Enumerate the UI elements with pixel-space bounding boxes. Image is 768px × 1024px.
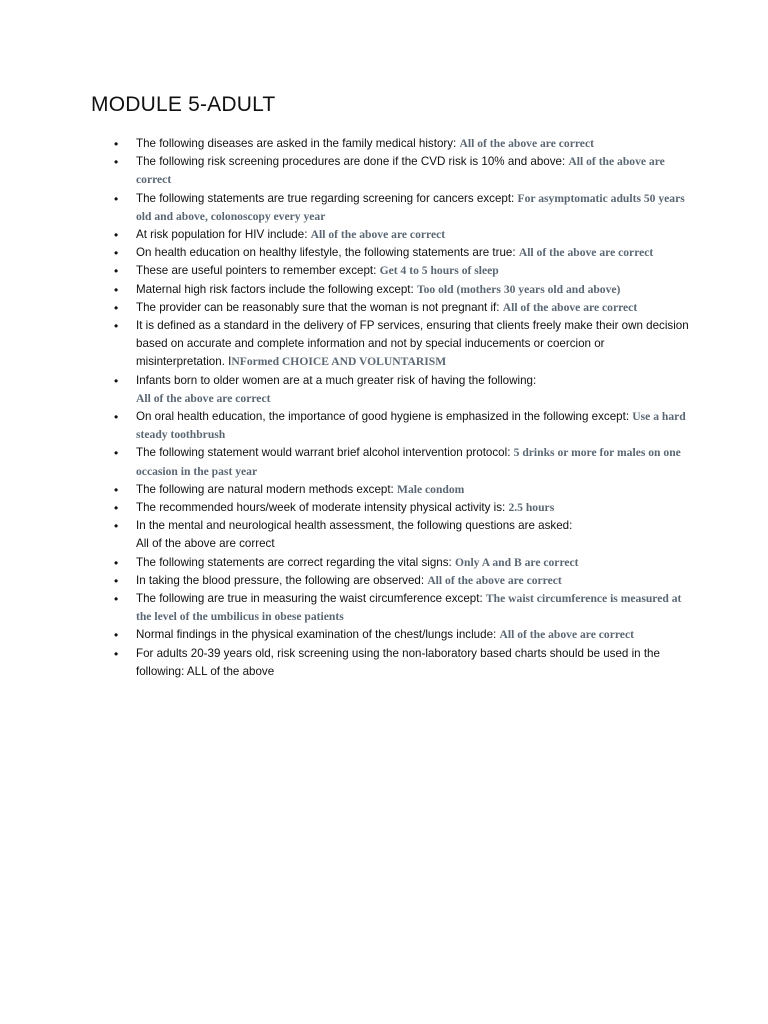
answer-text: All of the above are correct [427, 573, 562, 587]
question-text: In taking the blood pressure, the following are observed: [136, 573, 428, 587]
question-text: These are useful pointers to remember except: [136, 264, 380, 278]
question-text: The following statements are true regarding screening for cancers except: [136, 191, 518, 205]
answer-text: Use a hard steady toothbrush [136, 410, 686, 442]
answer-text: Get 4 to 5 hours of sleep [379, 264, 499, 278]
question-text: In the mental and neurological health assessment, the following questions are asked: [136, 519, 573, 533]
list-item [136, 481, 696, 499]
list-item [136, 626, 696, 644]
answer-text: All of the above are correct [310, 228, 446, 242]
answer-text: All of the above are correct [518, 246, 654, 260]
question-list [136, 135, 696, 681]
answer-text: All of the above are correct [459, 137, 594, 150]
list-item [136, 190, 696, 226]
question-text: The following are natural modern methods except: [136, 482, 398, 496]
list-item [136, 517, 696, 553]
answer-text: The waist circumference is measured at the level of the umbilicus in obese patients [136, 592, 682, 624]
question-text: Maternal high risk factors include the following except: [136, 282, 417, 296]
answer-text: All of the above are correct [136, 537, 275, 551]
question-text: The recommended hours/week of moderate intensity physical activity is: [136, 501, 509, 515]
question-text: For adults 20-39 years old, risk screening using the non-laboratory based charts should be used in the following: [136, 646, 660, 678]
list-item [136, 645, 696, 681]
question-text: Infants born to older women are at a much greater risk of having the following: [136, 373, 537, 387]
question-text: The following statement would warrant brief alcohol intervention protocol: [136, 446, 514, 460]
answer-text: For asymptomatic adults 50 years old and above, colonoscopy every year [136, 191, 685, 223]
list-item [136, 281, 696, 299]
list-item [136, 153, 696, 189]
list-item [136, 590, 696, 626]
answer-text: Male condom [397, 482, 465, 496]
question-text: The following risk screening procedures are done if the CVD risk is 10% and above: [136, 155, 569, 169]
page-title: MODULE 5-ADULT [91, 93, 276, 116]
list-item [136, 262, 696, 280]
answer-text: All of the above are correct [136, 155, 665, 187]
question-text: The provider can be reasonably sure that the woman is not pregnant if: [136, 300, 503, 314]
answer-text: ALL of the above [186, 664, 275, 678]
list-item [136, 317, 696, 372]
answer-text: All of the above are correct [499, 628, 634, 642]
list-item [136, 244, 696, 262]
list-item [136, 299, 696, 317]
question-text: The following statements are correct regarding the vital signs: [136, 555, 455, 569]
list-item [136, 572, 696, 590]
question-text: Normal findings in the physical examination of the chest/lungs include: [136, 628, 500, 642]
list-item [136, 554, 696, 572]
question-text: At risk population for HIV include: [136, 228, 311, 242]
question-text: The following are true in measuring the waist circumference except: [136, 592, 486, 606]
question-text: On oral health education, the importance of good hygiene is emphasized in the following except: [136, 410, 633, 424]
question-text: The following diseases are asked in the family medical history: [136, 137, 460, 150]
list-item [136, 226, 696, 244]
question-text: It is defined as a standard in the delivery of FP services, ensuring that clients freely make their own decision based on accurate and complete information and not by special inducements or coercion or misinterpretation. I [136, 319, 689, 369]
answer-text: All of the above are correct [502, 300, 638, 314]
answer-text: 5 drinks or more for males on one occasion in the past year [136, 446, 681, 478]
answer-text: NFormed CHOICE AND VOLUNTARISM [231, 355, 447, 369]
answer-text: All of the above are correct [136, 391, 271, 405]
list-item [136, 408, 696, 444]
list-item [136, 135, 696, 153]
answer-text: Too old (mothers 30 years old and above) [416, 282, 621, 296]
answer-text: 2.5 hours [508, 501, 555, 515]
list-item [136, 444, 696, 480]
answer-text: Only A and B are correct [454, 555, 579, 569]
list-item [136, 499, 696, 517]
list-item [136, 372, 696, 408]
question-text: On health education on healthy lifestyle, the following statements are true: [136, 246, 519, 260]
